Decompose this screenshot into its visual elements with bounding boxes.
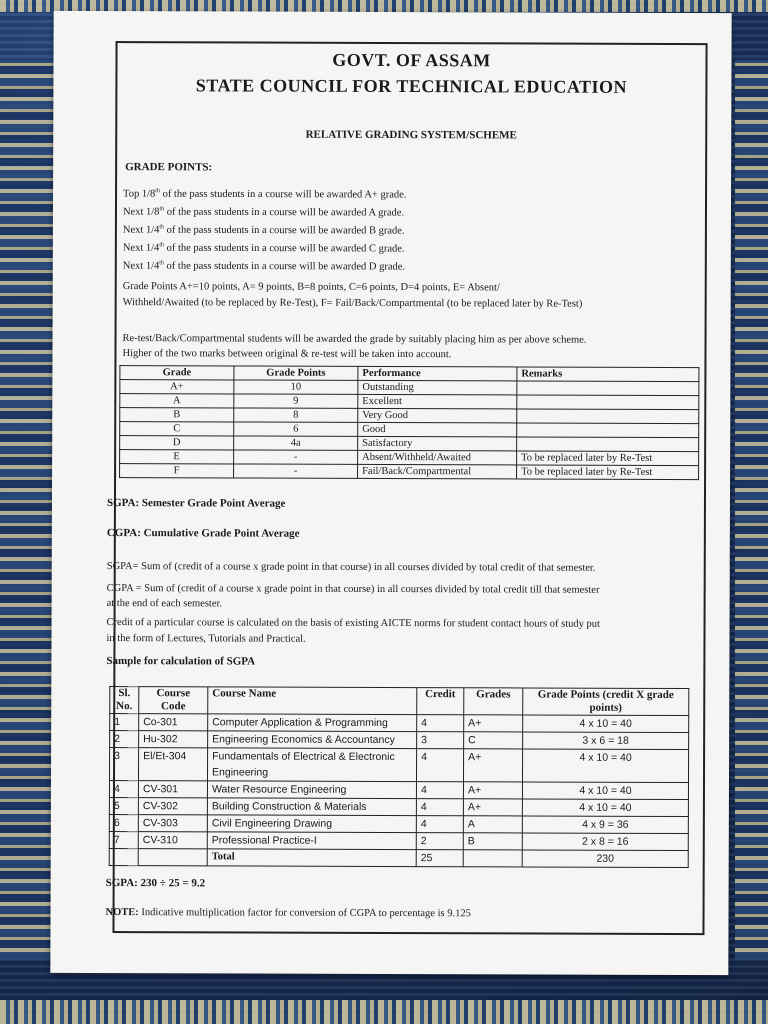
- grade-rule-suffix: th: [159, 242, 164, 249]
- credit-col-header: Credit: [417, 688, 464, 715]
- remarks-cell: To be replaced later by Re-Test: [517, 465, 699, 480]
- sample-heading: Sample for calculation of SGPA: [106, 655, 256, 668]
- sgpa-result: SGPA: 230 ÷ 25 = 9.2: [105, 877, 206, 890]
- fabric-background: [0, 1000, 768, 1024]
- course-grade-cell: C: [464, 732, 523, 749]
- course-code-cell: CV-310: [138, 832, 207, 849]
- course-name-cell: Computer Application & Programming: [208, 714, 417, 732]
- course-sl-cell: 6: [109, 815, 138, 832]
- grade-points-cell: 10: [234, 380, 358, 394]
- total-points: 230: [522, 850, 688, 868]
- fabric-background: [735, 60, 768, 960]
- performance-col-header: Performance: [358, 366, 517, 381]
- retest-line-2: Higher of the two marks between original & re-test will be taken into account.: [122, 348, 452, 361]
- grade-points-cell: 4a: [234, 436, 358, 450]
- header-council: STATE COUNCIL FOR TECHNICAL EDUCATION: [195, 75, 628, 97]
- cgpa-formula-1: CGPA = Sum of (credit of a course x grade point in that course) in all courses divided by total credit till that semester: [106, 583, 600, 596]
- points-line-2: Withheld/Awaited (to be replaced by Re-Test), F= Fail/Back/Compartmental (to be replaced later by Re-Test): [122, 297, 583, 310]
- grade-rule-fraction: Next 1/8: [122, 206, 160, 218]
- course-name-cell: Water Resource Engineering: [207, 781, 416, 799]
- cgpa-formula-2: at the end of each semester.: [106, 598, 223, 610]
- course-code-cell: El/Et-304: [138, 748, 207, 781]
- points-line-1: Grade Points A+=10 points, A= 9 points, B=8 points, C=6 points, D=4 points, E= Absent/: [122, 281, 500, 294]
- grade-rule: [123, 202, 406, 221]
- course-grade-cell: B: [463, 833, 522, 850]
- sgpa-table-row: [110, 714, 689, 733]
- grade-rule-suffix: th: [155, 188, 160, 195]
- total-empty-cell: [138, 849, 207, 866]
- document-sheet: [50, 11, 731, 975]
- course-code-cell: Co-301: [139, 714, 208, 731]
- total-credit: 25: [416, 850, 463, 867]
- total-empty-cell: [463, 850, 522, 867]
- remarks-cell: [517, 437, 699, 452]
- grade-rule-fraction: Top 1/8: [123, 188, 156, 200]
- course-name-cell: Fundamentals of Electrical & Electronic Engineering: [207, 748, 416, 782]
- sgpa-table-row: [109, 832, 688, 851]
- course-sl-cell: 2: [110, 731, 139, 748]
- performance-cell: Satisfactory: [358, 436, 517, 451]
- course-grade-cell: A+: [463, 749, 522, 782]
- grade-points-heading: GRADE POINTS:: [125, 161, 213, 174]
- grade-rule: [123, 184, 406, 203]
- remarks-cell: To be replaced later by Re-Test: [517, 451, 699, 466]
- course-grade-cell: A+: [463, 799, 522, 816]
- performance-cell: Outstanding: [358, 380, 517, 395]
- note-line: [106, 907, 471, 919]
- grade-rule-text: of the pass students in a course will be awarded D grade.: [163, 260, 406, 273]
- grade-rule: [123, 238, 406, 257]
- course-points-cell: 3 x 6 = 18: [523, 732, 689, 750]
- sgpa-table-row: [110, 731, 689, 750]
- remarks-cell: [517, 409, 699, 424]
- course-code-cell: CV-302: [138, 798, 207, 815]
- course-credit-cell: 4: [416, 799, 463, 816]
- sgpa-formula: SGPA= Sum of (credit of a course x grade point in that course) in all courses divided by total credit of that semester.: [106, 561, 596, 574]
- course-points-cell: 4 x 10 = 40: [522, 782, 688, 800]
- grades-col-header: Grades: [464, 688, 523, 715]
- course-sl-cell: 5: [109, 798, 138, 815]
- grade-table: [119, 365, 699, 480]
- course-points-cell: 4 x 10 = 40: [522, 749, 688, 783]
- grade-points-cell: -: [234, 450, 358, 464]
- total-row: [109, 849, 688, 868]
- grade-cell: F: [120, 464, 234, 478]
- course-credit-cell: 4: [416, 749, 463, 782]
- course-points-cell: 4 x 10 = 40: [522, 799, 688, 817]
- remarks-cell: [517, 381, 699, 396]
- grade-cell: A: [120, 394, 234, 408]
- course-credit-cell: 3: [417, 732, 464, 749]
- grade-rule-fraction: Next 1/4: [122, 224, 160, 236]
- credit-line-2: in the form of Lectures, Tutorials and Practical.: [106, 633, 306, 645]
- course-name-cell: Professional Practice-I: [207, 832, 416, 850]
- grade-points-cell: -: [234, 464, 358, 478]
- course-points-cell: 4 x 9 = 36: [522, 816, 688, 834]
- grade-rule-suffix: th: [159, 260, 164, 267]
- performance-cell: Good: [358, 422, 517, 437]
- grade-rule: [123, 256, 406, 275]
- course-name-cell: Engineering Economics & Accountancy: [208, 731, 417, 749]
- grade-rule-fraction: Next 1/4: [122, 242, 160, 254]
- points-col-header: Grade Points (credit X grade points): [523, 688, 689, 716]
- grade-cell: E: [120, 450, 234, 464]
- grade-cell: C: [120, 422, 234, 436]
- sgpa-table-row: [109, 748, 688, 783]
- sl-col-header: Sl. No.: [110, 687, 139, 714]
- grade-cell: D: [120, 436, 234, 450]
- grade-rule-text: of the pass students in a course will be awarded A+ grade.: [159, 188, 407, 201]
- name-col-header: Course Name: [208, 687, 417, 715]
- note-label: NOTE:: [105, 907, 139, 919]
- remarks-col-header: Remarks: [517, 367, 699, 382]
- note-text: Indicative multiplication factor for conversion of CGPA to percentage is 9.125: [138, 907, 471, 920]
- course-name-cell: Building Construction & Materials: [207, 798, 416, 816]
- performance-cell: Absent/Withheld/Awaited: [358, 450, 517, 465]
- document-subtitle: RELATIVE GRADING SYSTEM/SCHEME: [305, 128, 517, 142]
- grade-points-cell: 6: [234, 422, 358, 436]
- course-code-cell: Hu-302: [139, 731, 208, 748]
- grade-rule-suffix: th: [159, 224, 165, 231]
- course-grade-cell: A: [463, 816, 522, 833]
- course-grade-cell: A+: [463, 782, 522, 799]
- grade-col-header: Grade: [120, 366, 234, 380]
- code-col-header: Course Code: [139, 687, 208, 714]
- course-sl-cell: 1: [110, 714, 139, 731]
- grade-cell: B: [120, 408, 234, 422]
- course-credit-cell: 4: [416, 782, 463, 799]
- course-grade-cell: A+: [464, 715, 523, 732]
- sgpa-sample-table: [109, 686, 690, 868]
- retest-line-1: Re-test/Back/Compartmental students will be awarded the grade by suitably placing him as per above scheme.: [122, 333, 587, 346]
- course-points-cell: 2 x 8 = 16: [522, 833, 688, 851]
- grade-rule-suffix: th: [159, 206, 165, 213]
- sgpa-table-row: [109, 798, 688, 817]
- grade-rule-text: of the pass students in a course will be awarded B grade.: [164, 224, 405, 237]
- grade-table-row: [120, 464, 699, 480]
- course-credit-cell: 4: [417, 715, 464, 732]
- grade-rules-list: [123, 184, 407, 275]
- grade-points-cell: 8: [234, 408, 358, 422]
- performance-cell: Fail/Back/Compartmental: [358, 464, 517, 479]
- credit-line-1: Credit of a particular course is calculated on the basis of existing AICTE norms for student contact hours of study put: [106, 617, 600, 630]
- performance-cell: Very Good: [358, 408, 517, 423]
- header-govt: GOVT. OF ASSAM: [332, 49, 491, 71]
- grade-rule-text: of the pass students in a course will be awarded A grade.: [164, 206, 405, 219]
- grade-cell: A+: [120, 380, 234, 394]
- performance-cell: Excellent: [358, 394, 517, 409]
- course-credit-cell: 4: [416, 816, 463, 833]
- document-border: [105, 41, 707, 935]
- grade-points-col-header: Grade Points: [234, 366, 358, 380]
- grade-points-cell: 9: [234, 394, 358, 408]
- grade-rule: [123, 220, 406, 239]
- course-code-cell: CV-301: [138, 781, 207, 798]
- sgpa-definition: SGPA: Semester Grade Point Average: [106, 497, 286, 510]
- grade-rule-fraction: Next 1/4: [122, 260, 160, 272]
- course-sl-cell: 4: [109, 781, 138, 798]
- total-empty-cell: [109, 849, 138, 866]
- grade-rule-text: of the pass students in a course will be awarded C grade.: [163, 242, 405, 255]
- sgpa-table-row: [109, 815, 688, 834]
- course-credit-cell: 2: [416, 833, 463, 850]
- course-sl-cell: 3: [109, 748, 138, 781]
- sgpa-table-header: [110, 687, 689, 716]
- sgpa-table-row: [109, 781, 688, 800]
- cgpa-definition: CGPA: Cumulative Grade Point Average: [106, 527, 300, 540]
- course-points-cell: 4 x 10 = 40: [523, 715, 689, 733]
- remarks-cell: [517, 395, 699, 410]
- course-code-cell: CV-303: [138, 815, 207, 832]
- remarks-cell: [517, 423, 699, 438]
- course-sl-cell: 7: [109, 832, 138, 849]
- course-name-cell: Civil Engineering Drawing: [207, 815, 416, 833]
- total-label: Total: [207, 849, 416, 867]
